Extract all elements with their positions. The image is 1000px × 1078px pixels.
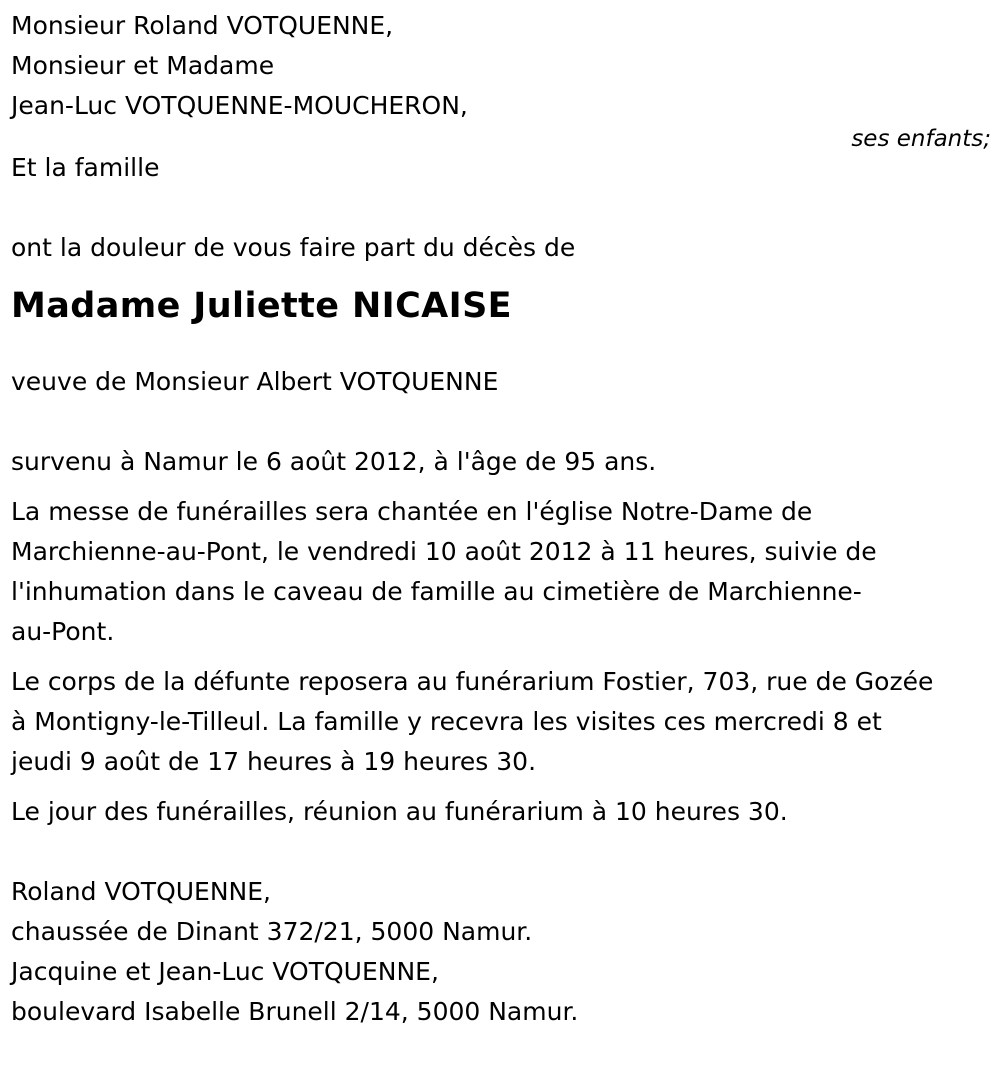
death-info: survenu à Namur le 6 août 2012, à l'âge de 95 ans. — [11, 447, 657, 476]
visitation-line-2: à Montigny-le-Tilleul. La famille y recevra les visites ces mercredi 8 et — [11, 707, 882, 736]
address-name-2: Jacquine et Jean-Luc VOTQUENNE, — [11, 957, 439, 986]
intro-text: ont la douleur de vous faire part du décès de — [11, 233, 576, 262]
family-block — [11, 6, 991, 188]
family-line-2: Monsieur et Madame — [11, 51, 275, 80]
address-block — [11, 872, 991, 1032]
spacer — [11, 782, 991, 792]
visitation-line-1: Le corps de la défunte reposera au funérarium Fostier, 703, rue de Gozée — [11, 667, 934, 696]
visitation-paragraph — [11, 662, 991, 782]
spacer — [11, 652, 991, 662]
spacer — [11, 334, 991, 362]
mass-paragraph — [11, 492, 991, 652]
mass-line-4: au-Pont. — [11, 617, 115, 646]
spacer — [11, 482, 991, 492]
spacer — [11, 402, 991, 442]
address-name-1: Roland VOTQUENNE, — [11, 877, 271, 906]
meeting-info: Le jour des funérailles, réunion au funérarium à 10 heures 30. — [11, 797, 788, 826]
mass-line-2: Marchienne-au-Pont, le vendredi 10 août 2012 à 11 heures, suivie de — [11, 537, 877, 566]
widow-of: veuve de Monsieur Albert VOTQUENNE — [11, 367, 499, 396]
family-role: ses enfants; — [851, 126, 991, 152]
mass-line-1: La messe de funérailles sera chantée en l'église Notre-Dame de — [11, 497, 813, 526]
address-line-1: chaussée de Dinant 372/21, 5000 Namur. — [11, 917, 533, 946]
family-line-4: Et la famille — [11, 153, 160, 182]
death-notice — [11, 6, 991, 1032]
family-line-3: Jean-Luc VOTQUENNE-MOUCHERON, — [11, 91, 468, 120]
family-line-1: Monsieur Roland VOTQUENNE, — [11, 11, 394, 40]
visitation-line-3: jeudi 9 août de 17 heures à 19 heures 30. — [11, 747, 537, 776]
address-line-2: boulevard Isabelle Brunell 2/14, 5000 Namur. — [11, 997, 579, 1026]
spacer — [11, 268, 991, 278]
deceased-name: Madame Juliette NICAISE — [11, 286, 512, 326]
spacer — [11, 188, 991, 228]
spacer — [11, 832, 991, 872]
mass-line-3: l'inhumation dans le caveau de famille au cimetière de Marchienne- — [11, 577, 862, 606]
